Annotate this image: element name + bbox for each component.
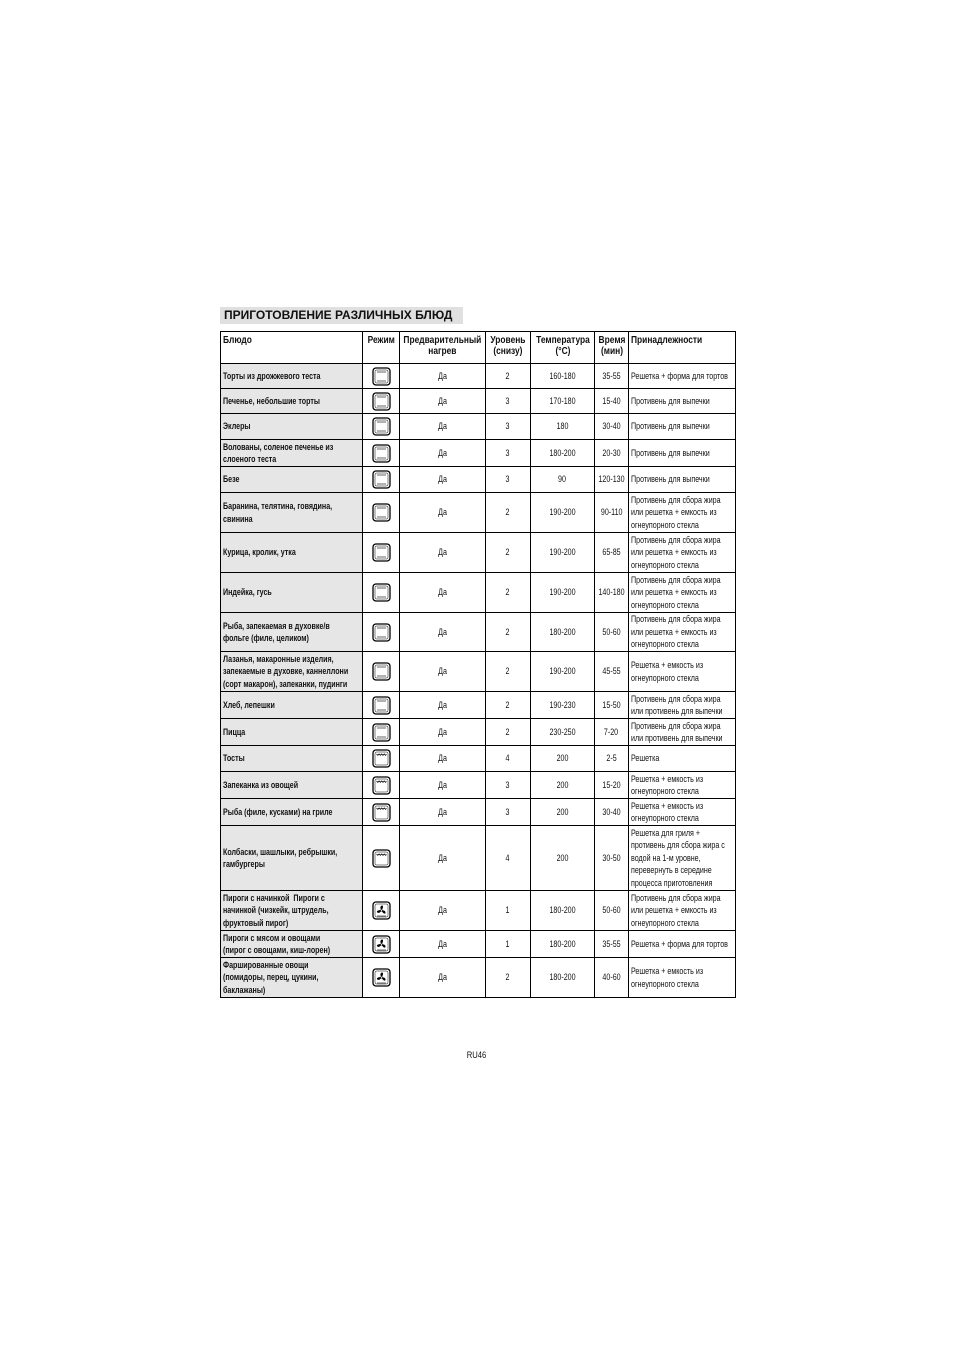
cell-temperature-text: 190-200 bbox=[549, 666, 576, 677]
cell-temperature-text: 200 bbox=[556, 779, 569, 790]
cell-level-text: 4 bbox=[506, 753, 510, 764]
cell-time-text: 30-40 bbox=[602, 421, 621, 432]
oven-fan-icon bbox=[372, 935, 391, 954]
cell-temperature bbox=[531, 440, 594, 466]
cell-accessories bbox=[629, 364, 735, 388]
cell-time-text: 7-20 bbox=[604, 726, 619, 737]
cell-dish bbox=[221, 613, 362, 651]
cell-temperature-text: 160-180 bbox=[549, 370, 576, 381]
column-header-level bbox=[486, 332, 530, 363]
oven-static-icon bbox=[372, 696, 391, 715]
cell-accessories-text: Решетка + емкость из огнеупорного стекла bbox=[631, 773, 704, 796]
oven-static-icon bbox=[372, 392, 391, 411]
cell-accessories bbox=[629, 533, 735, 572]
oven-fan-icon bbox=[372, 901, 391, 920]
cell-time bbox=[595, 467, 628, 492]
cell-time-text: 50-60 bbox=[602, 905, 621, 916]
cell-accessories bbox=[629, 958, 735, 997]
cell-mode bbox=[363, 692, 399, 718]
cell-dish-text: Пироги с мясом и овощами (пирог с овощами, киш-лорен) bbox=[223, 932, 331, 955]
cell-temperature-text: 200 bbox=[556, 753, 569, 764]
column-header-label: Блюдо bbox=[223, 335, 252, 346]
page-title: ПРИГОТОВЛЕНИЕ РАЗЛИЧНЫХ БЛЮД bbox=[220, 307, 463, 324]
cell-accessories bbox=[629, 440, 735, 466]
cell-level-text: 2 bbox=[506, 699, 510, 710]
cell-preheat-text: Да bbox=[438, 806, 447, 817]
cell-level bbox=[486, 440, 530, 466]
cell-preheat-text: Да bbox=[438, 905, 447, 916]
oven-static-icon bbox=[372, 444, 391, 463]
cell-temperature-text: 180-200 bbox=[549, 905, 576, 916]
cell-accessories-text: Решетка + форма для тортов bbox=[631, 938, 728, 949]
cell-time bbox=[595, 652, 628, 691]
cell-temperature bbox=[531, 772, 594, 798]
cell-temperature-text: 190-230 bbox=[549, 699, 576, 710]
cell-time bbox=[595, 958, 628, 997]
cell-level-text: 3 bbox=[506, 779, 510, 790]
cell-time bbox=[595, 389, 628, 413]
cell-time bbox=[595, 692, 628, 718]
cell-preheat bbox=[400, 931, 485, 957]
column-header-label: Режим bbox=[367, 335, 395, 346]
cell-accessories-text: Решетка + емкость из огнеупорного стекла bbox=[631, 966, 704, 989]
cell-level-text: 3 bbox=[506, 474, 510, 485]
cell-accessories bbox=[629, 772, 735, 798]
column-header-label: Температура (°С) bbox=[535, 335, 590, 357]
cooking-table bbox=[220, 331, 736, 998]
cell-temperature-text: 90 bbox=[558, 474, 567, 485]
cell-preheat-text: Да bbox=[438, 587, 447, 598]
cell-mode bbox=[363, 467, 399, 492]
cell-preheat bbox=[400, 891, 485, 930]
cell-preheat bbox=[400, 493, 485, 532]
cell-accessories-text: Решетка bbox=[631, 753, 660, 764]
cell-time-text: 35-55 bbox=[602, 370, 621, 381]
cell-dish bbox=[221, 958, 362, 997]
oven-static-icon bbox=[372, 367, 391, 386]
cell-level-text: 2 bbox=[506, 370, 510, 381]
cell-accessories bbox=[629, 826, 735, 890]
cell-dish-text: Волованы, соленое печенье из слоеного теста bbox=[223, 441, 334, 464]
cell-level-text: 2 bbox=[506, 972, 510, 983]
cell-preheat bbox=[400, 573, 485, 612]
cell-mode bbox=[363, 414, 399, 439]
oven-static-icon bbox=[372, 543, 391, 562]
cell-dish bbox=[221, 746, 362, 771]
cell-accessories bbox=[629, 493, 735, 532]
cell-level-text: 2 bbox=[506, 726, 510, 737]
cell-temperature-text: 180-200 bbox=[549, 938, 576, 949]
cell-time-text: 40-60 bbox=[602, 972, 621, 983]
cell-time bbox=[595, 493, 628, 532]
cell-time bbox=[595, 799, 628, 825]
cell-temperature-text: 190-200 bbox=[549, 547, 576, 558]
cell-time bbox=[595, 891, 628, 930]
cell-temperature bbox=[531, 652, 594, 691]
cell-accessories-text: Решетка + емкость из огнеупорного стекла bbox=[631, 800, 704, 823]
cell-accessories-text: Противень для выпечки bbox=[631, 447, 710, 458]
cell-dish-text: Эклеры bbox=[223, 421, 251, 432]
cell-temperature-text: 230-250 bbox=[549, 726, 576, 737]
cell-mode bbox=[363, 389, 399, 413]
cell-dish-text: Торты из дрожжевого теста bbox=[223, 370, 321, 381]
cell-accessories bbox=[629, 652, 735, 691]
cell-temperature-text: 180 bbox=[556, 421, 569, 432]
cell-level bbox=[486, 652, 530, 691]
cell-level bbox=[486, 389, 530, 413]
cell-accessories bbox=[629, 389, 735, 413]
oven-static-icon bbox=[372, 623, 391, 642]
cell-temperature bbox=[531, 414, 594, 439]
cell-time bbox=[595, 613, 628, 651]
cell-dish bbox=[221, 493, 362, 532]
cell-preheat-text: Да bbox=[438, 699, 447, 710]
cell-temperature-text: 180-200 bbox=[549, 626, 576, 637]
cell-temperature bbox=[531, 613, 594, 651]
cell-dish-text: Лазанья, макаронные изделия, запекаемые в духовке, каннеллони (сорт макарон), запеканки, пудинги bbox=[223, 653, 349, 689]
cell-temperature bbox=[531, 692, 594, 718]
cell-level bbox=[486, 493, 530, 532]
cell-dish bbox=[221, 931, 362, 957]
oven-static-icon bbox=[372, 503, 391, 522]
cell-mode bbox=[363, 799, 399, 825]
cell-time-text: 15-20 bbox=[602, 779, 621, 790]
cell-preheat-text: Да bbox=[438, 666, 447, 677]
cell-preheat-text: Да bbox=[438, 938, 447, 949]
column-header-mode bbox=[363, 332, 399, 363]
cell-mode bbox=[363, 533, 399, 572]
cell-level-text: 3 bbox=[506, 806, 510, 817]
cell-temperature-text: 180-200 bbox=[549, 972, 576, 983]
cell-temperature-text: 190-200 bbox=[549, 507, 576, 518]
cell-accessories-text: Противень для выпечки bbox=[631, 421, 710, 432]
cell-mode bbox=[363, 613, 399, 651]
cell-level-text: 2 bbox=[506, 547, 510, 558]
cell-accessories bbox=[629, 692, 735, 718]
cell-mode bbox=[363, 772, 399, 798]
cell-accessories-text: Противень для сбора жира или противень для выпечки bbox=[631, 720, 723, 743]
cell-preheat bbox=[400, 772, 485, 798]
cell-level-text: 4 bbox=[506, 852, 510, 863]
cell-level-text: 2 bbox=[506, 666, 510, 677]
column-header-accessories bbox=[629, 332, 735, 363]
cell-time-text: 15-50 bbox=[602, 699, 621, 710]
cell-mode bbox=[363, 440, 399, 466]
cell-temperature bbox=[531, 719, 594, 745]
cell-dish bbox=[221, 533, 362, 572]
cell-time-text: 2-5 bbox=[606, 753, 617, 764]
cell-temperature bbox=[531, 573, 594, 612]
cell-dish-text: Пицца bbox=[223, 726, 246, 737]
cell-mode bbox=[363, 573, 399, 612]
column-header-temperature bbox=[531, 332, 594, 363]
cell-level bbox=[486, 931, 530, 957]
cell-mode bbox=[363, 746, 399, 771]
cell-level-text: 2 bbox=[506, 587, 510, 598]
cell-accessories-text: Противень для сбора жира или решетка + емкость из огнеупорного стекла bbox=[631, 494, 721, 530]
cell-dish bbox=[221, 652, 362, 691]
cell-accessories bbox=[629, 573, 735, 612]
cell-dish-text: Курица, кролик, утка bbox=[223, 547, 296, 558]
cell-preheat-text: Да bbox=[438, 779, 447, 790]
cell-time-text: 45-55 bbox=[602, 666, 621, 677]
cell-level-text: 3 bbox=[506, 447, 510, 458]
column-header-time bbox=[595, 332, 628, 363]
column-header-preheat bbox=[400, 332, 485, 363]
cell-dish-text: Фаршированные овощи (помидоры, перец, цукини, баклажаны) bbox=[223, 959, 319, 995]
cell-preheat-text: Да bbox=[438, 421, 447, 432]
oven-fan-icon bbox=[372, 968, 391, 987]
cell-accessories-text: Противень для выпечки bbox=[631, 474, 710, 485]
cell-level bbox=[486, 958, 530, 997]
cell-accessories bbox=[629, 719, 735, 745]
cell-preheat-text: Да bbox=[438, 507, 447, 518]
cell-level bbox=[486, 891, 530, 930]
cell-time-text: 20-30 bbox=[602, 447, 621, 458]
cell-dish-text: Пироги с начинкой Пироги с начинкой (чизкейк, штрудель, фруктовый пирог) bbox=[223, 892, 329, 928]
cell-temperature bbox=[531, 467, 594, 492]
cell-level bbox=[486, 414, 530, 439]
cell-level bbox=[486, 467, 530, 492]
cell-time bbox=[595, 364, 628, 388]
oven-static-icon bbox=[372, 470, 391, 489]
cell-temperature bbox=[531, 799, 594, 825]
cell-mode bbox=[363, 826, 399, 890]
cell-accessories-text: Решетка + форма для тортов bbox=[631, 370, 728, 381]
cell-temperature-text: 170-180 bbox=[549, 395, 576, 406]
column-header-label: Предварительный нагрев bbox=[403, 335, 482, 357]
cell-temperature bbox=[531, 931, 594, 957]
cell-dish bbox=[221, 467, 362, 492]
cell-accessories bbox=[629, 891, 735, 930]
cell-preheat bbox=[400, 533, 485, 572]
cell-time bbox=[595, 719, 628, 745]
cell-temperature bbox=[531, 746, 594, 771]
cell-level-text: 1 bbox=[506, 905, 510, 916]
cell-level bbox=[486, 746, 530, 771]
cell-accessories-text: Противень для сбора жира или решетка + емкость из огнеупорного стекла bbox=[631, 892, 721, 928]
cell-accessories-text: Решетка + емкость из огнеупорного стекла bbox=[631, 660, 704, 683]
cell-dish bbox=[221, 826, 362, 890]
cell-preheat-text: Да bbox=[438, 547, 447, 558]
oven-static-icon bbox=[372, 583, 391, 602]
cell-preheat bbox=[400, 364, 485, 388]
page-footer bbox=[0, 1045, 954, 1063]
cell-preheat bbox=[400, 799, 485, 825]
cell-time-text: 90-110 bbox=[600, 507, 623, 518]
oven-grill-icon bbox=[372, 749, 391, 768]
cell-time bbox=[595, 746, 628, 771]
cell-time-text: 140-180 bbox=[598, 587, 625, 598]
cell-dish-text: Запеканка из овощей bbox=[223, 779, 299, 790]
cell-preheat-text: Да bbox=[438, 972, 447, 983]
cell-preheat-text: Да bbox=[438, 852, 447, 863]
cell-dish-text: Рыба (филе, кусками) на гриле bbox=[223, 806, 333, 817]
cell-dish-text: Колбаски, шашлыки, ребрышки, гамбургеры bbox=[223, 846, 338, 869]
column-header-label: Принадлежности bbox=[631, 335, 703, 346]
cell-dish-text: Хлеб, лепешки bbox=[223, 699, 275, 710]
cell-level bbox=[486, 613, 530, 651]
cell-dish-text: Тосты bbox=[223, 753, 245, 764]
cell-level bbox=[486, 692, 530, 718]
oven-static-icon bbox=[372, 662, 391, 681]
column-header-label: Время (мин) bbox=[598, 335, 625, 357]
cell-dish-text: Безе bbox=[223, 474, 240, 485]
cell-level bbox=[486, 533, 530, 572]
cell-level bbox=[486, 364, 530, 388]
cell-temperature bbox=[531, 493, 594, 532]
cell-preheat-text: Да bbox=[438, 447, 447, 458]
cell-temperature-text: 190-200 bbox=[549, 587, 576, 598]
cell-preheat bbox=[400, 389, 485, 413]
cell-time bbox=[595, 772, 628, 798]
cell-mode bbox=[363, 958, 399, 997]
cell-dish-text: Печенье, небольшие торты bbox=[223, 395, 320, 406]
cell-dish bbox=[221, 772, 362, 798]
cell-temperature bbox=[531, 364, 594, 388]
cell-accessories bbox=[629, 414, 735, 439]
cell-mode bbox=[363, 931, 399, 957]
cell-temperature bbox=[531, 389, 594, 413]
cell-time bbox=[595, 440, 628, 466]
oven-grill-icon bbox=[372, 803, 391, 822]
cell-temperature bbox=[531, 891, 594, 930]
cell-time bbox=[595, 414, 628, 439]
cell-time bbox=[595, 573, 628, 612]
cell-preheat-text: Да bbox=[438, 753, 447, 764]
cell-dish bbox=[221, 414, 362, 439]
cell-temperature-text: 200 bbox=[556, 852, 569, 863]
cell-mode bbox=[363, 891, 399, 930]
cell-time-text: 30-40 bbox=[602, 806, 621, 817]
oven-grill-icon bbox=[372, 776, 391, 795]
cell-time-text: 50-60 bbox=[602, 626, 621, 637]
cell-accessories-text: Противень для сбора жира или решетка + емкость из огнеупорного стекла bbox=[631, 614, 721, 650]
cell-dish bbox=[221, 440, 362, 466]
cell-preheat bbox=[400, 440, 485, 466]
cell-level bbox=[486, 772, 530, 798]
cell-time bbox=[595, 533, 628, 572]
cell-preheat bbox=[400, 467, 485, 492]
cell-level bbox=[486, 826, 530, 890]
cell-accessories-text: Противень для сбора жира или решетка + емкость из огнеупорного стекла bbox=[631, 574, 721, 610]
cell-accessories bbox=[629, 467, 735, 492]
page-number: RU46 bbox=[467, 1050, 487, 1060]
cell-dish bbox=[221, 692, 362, 718]
column-header-dish bbox=[221, 332, 362, 363]
cell-preheat bbox=[400, 692, 485, 718]
cell-preheat bbox=[400, 826, 485, 890]
cell-accessories-text: Противень для сбора жира или решетка + емкость из огнеупорного стекла bbox=[631, 534, 721, 570]
cell-level-text: 2 bbox=[506, 507, 510, 518]
cell-level bbox=[486, 573, 530, 612]
cell-level bbox=[486, 719, 530, 745]
cell-dish bbox=[221, 389, 362, 413]
cell-mode bbox=[363, 719, 399, 745]
cell-level-text: 2 bbox=[506, 626, 510, 637]
cell-temperature-text: 200 bbox=[556, 806, 569, 817]
cell-temperature-text: 180-200 bbox=[549, 447, 576, 458]
cell-preheat-text: Да bbox=[438, 395, 447, 406]
cell-preheat-text: Да bbox=[438, 626, 447, 637]
cell-temperature bbox=[531, 826, 594, 890]
cell-accessories bbox=[629, 799, 735, 825]
cell-accessories bbox=[629, 931, 735, 957]
cell-accessories-text: Противень для сбора жира или противень для выпечки bbox=[631, 693, 723, 716]
cell-accessories bbox=[629, 746, 735, 771]
cell-time-text: 35-55 bbox=[602, 938, 621, 949]
cell-time-text: 15-40 bbox=[602, 395, 621, 406]
cell-accessories bbox=[629, 613, 735, 651]
cell-dish bbox=[221, 719, 362, 745]
oven-static-icon bbox=[372, 417, 391, 436]
cell-time bbox=[595, 931, 628, 957]
cell-temperature bbox=[531, 533, 594, 572]
cell-mode bbox=[363, 652, 399, 691]
cell-time bbox=[595, 826, 628, 890]
cell-preheat-text: Да bbox=[438, 370, 447, 381]
column-header-label: Уровень (снизу) bbox=[490, 335, 526, 357]
cell-dish bbox=[221, 891, 362, 930]
cell-level bbox=[486, 799, 530, 825]
cell-preheat bbox=[400, 958, 485, 997]
cell-mode bbox=[363, 493, 399, 532]
cell-preheat-text: Да bbox=[438, 726, 447, 737]
cell-preheat-text: Да bbox=[438, 474, 447, 485]
cell-dish bbox=[221, 573, 362, 612]
cell-time-text: 120-130 bbox=[598, 474, 625, 485]
cell-time-text: 65-85 bbox=[602, 547, 621, 558]
cell-mode bbox=[363, 364, 399, 388]
cell-level-text: 1 bbox=[506, 938, 510, 949]
oven-grill-icon bbox=[372, 849, 391, 868]
cell-preheat bbox=[400, 746, 485, 771]
cell-accessories-text: Решетка для гриля + противень для сбора жира с водой на 1-м уровне, перевернуть в середине процесса приготовления bbox=[631, 827, 725, 888]
cell-temperature bbox=[531, 958, 594, 997]
cell-time-text: 30-50 bbox=[602, 852, 621, 863]
cell-level-text: 3 bbox=[506, 421, 510, 432]
cell-accessories-text: Противень для выпечки bbox=[631, 395, 710, 406]
cell-dish-text: Рыба, запекаемая в духовке/в фольге (филе, целиком) bbox=[223, 620, 330, 643]
cell-preheat bbox=[400, 613, 485, 651]
cell-dish-text: Баранина, телятина, говядина, свинина bbox=[223, 501, 333, 524]
cell-level-text: 3 bbox=[506, 395, 510, 406]
cell-dish bbox=[221, 799, 362, 825]
cell-preheat bbox=[400, 414, 485, 439]
cell-preheat bbox=[400, 719, 485, 745]
cell-dish-text: Индейка, гусь bbox=[223, 587, 272, 598]
cell-preheat bbox=[400, 652, 485, 691]
oven-static-icon bbox=[372, 723, 391, 742]
cell-dish bbox=[221, 364, 362, 388]
